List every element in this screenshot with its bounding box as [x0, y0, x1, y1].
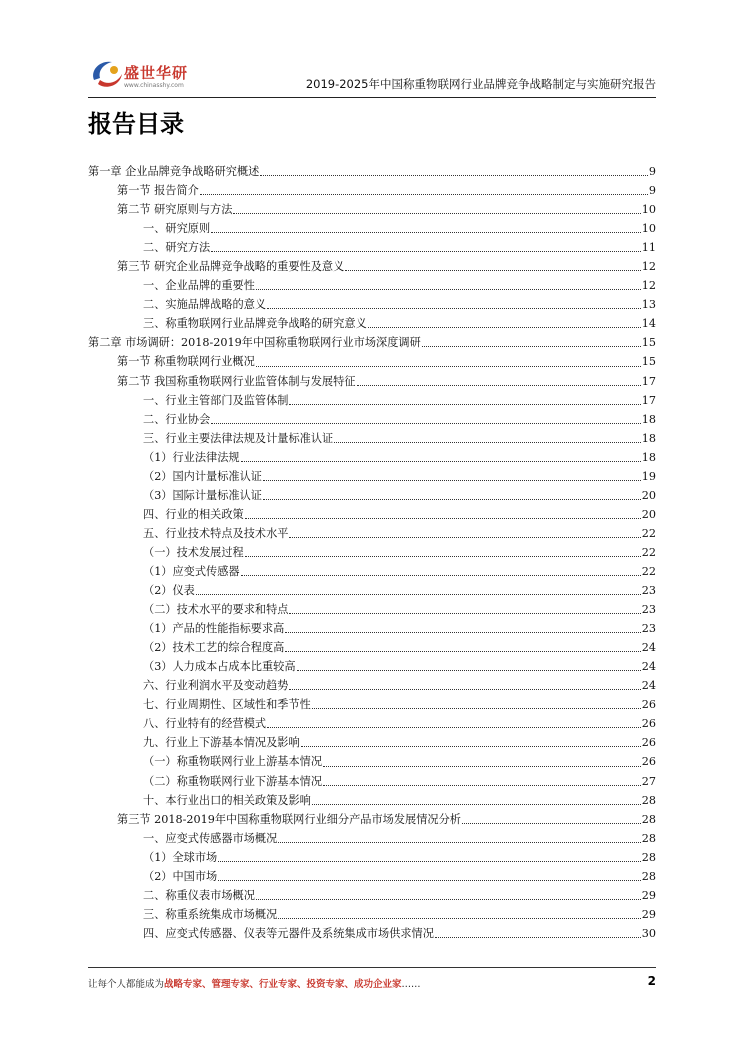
toc-entry[interactable] — [88, 200, 656, 219]
toc-entry[interactable] — [88, 352, 656, 371]
toc-entry-page: 10 — [641, 203, 656, 217]
toc-entry-title: 二、研究方法 — [143, 241, 211, 255]
toc-leader-dots — [278, 841, 640, 843]
footer-slogan — [88, 976, 421, 990]
toc-entry-page: 26 — [641, 736, 656, 750]
toc-entry-page: 26 — [641, 755, 656, 769]
toc-entry[interactable] — [88, 886, 656, 905]
toc-entry-page: 18 — [641, 431, 656, 445]
toc-entry-title: 第三节 2018-2019年中国称重物联网行业细分产品市场发展情况分析 — [117, 812, 461, 826]
toc-leader-dots — [289, 536, 640, 538]
toc-leader-dots — [245, 517, 641, 519]
toc-entry-title: （2）中国市场 — [143, 869, 218, 883]
toc-entry-page: 28 — [641, 869, 656, 883]
toc-entry-title: 第一节 报告简介 — [117, 184, 199, 198]
toc-entry-title: 一、研究原则 — [143, 222, 211, 236]
toc-leader-dots — [196, 593, 641, 595]
toc-entry-title: （2）技术工艺的综合程度高 — [143, 641, 285, 655]
toc-entry[interactable] — [88, 867, 656, 886]
toc-leader-dots — [241, 460, 641, 462]
toc-leader-dots — [435, 936, 641, 938]
toc-entry[interactable] — [88, 733, 656, 752]
footer-suffix: …… — [401, 979, 421, 990]
toc-leader-dots — [263, 498, 641, 500]
toc-entry-page: 24 — [641, 679, 656, 693]
toc-entry-title: 二、行业协会 — [143, 412, 211, 426]
logo-text: 盛世华研 — [124, 64, 189, 82]
toc-entry[interactable] — [88, 695, 656, 714]
toc-leader-dots — [200, 193, 648, 195]
page-title: 报告目录 — [88, 110, 184, 138]
toc-entry-title: （2）仪表 — [143, 584, 195, 598]
toc-leader-dots — [312, 707, 641, 709]
toc-leader-dots — [218, 879, 641, 881]
toc-entry[interactable] — [88, 162, 656, 181]
toc-entry-title: 三、行业主要法律法规及计量标准认证 — [143, 431, 334, 445]
toc-entry-page: 12 — [641, 279, 656, 293]
toc-entry-title: 三、称重系统集成市场概况 — [143, 907, 278, 921]
page-header — [88, 50, 656, 98]
toc-entry-title: （一）技术发展过程 — [143, 545, 244, 559]
toc-entry[interactable] — [88, 391, 656, 410]
toc-entry-title: 十、本行业出口的相关政策及影响 — [143, 793, 311, 807]
toc-entry[interactable] — [88, 467, 656, 486]
footer-roles: 战略专家、管理专家、行业专家、投资专家、成功企业家 — [164, 979, 402, 990]
toc-entry-page: 22 — [641, 564, 656, 578]
toc-entry-page: 24 — [641, 660, 656, 674]
toc-entry[interactable] — [88, 448, 656, 467]
report-title: 2019-2025年中国称重物联网行业品牌竞争战略制定与实施研究报告 — [305, 77, 656, 91]
toc-entry-title: （2）国内计量标准认证 — [143, 469, 262, 483]
toc-leader-dots — [323, 765, 641, 767]
toc-entry-title: 四、应变式传感器、仪表等元器件及系统集成市场供求情况 — [143, 926, 434, 940]
page-number: 2 — [647, 974, 656, 988]
toc-entry-title: （1）行业法律法规 — [143, 450, 240, 464]
toc-entry-title: （3）人力成本占成本比重较高 — [143, 660, 296, 674]
toc-entry-title: 第二节 研究原则与方法 — [117, 203, 233, 217]
toc-entry[interactable] — [88, 619, 656, 638]
toc-entry-title: 三、称重物联网行业品牌竞争战略的研究意义 — [143, 317, 367, 331]
toc-entry-page: 20 — [641, 488, 656, 502]
toc-entry-title: （二）技术水平的要求和特点 — [143, 603, 289, 617]
toc-entry-page: 9 — [648, 184, 656, 198]
toc-leader-dots — [345, 269, 640, 271]
toc-leader-dots — [422, 345, 641, 347]
toc-entry[interactable] — [88, 810, 656, 829]
toc-entry[interactable] — [88, 543, 656, 562]
toc-entry[interactable] — [88, 410, 656, 429]
toc-entry-page: 12 — [641, 260, 656, 274]
toc-leader-dots — [260, 174, 648, 176]
toc-entry-title: 第二章 市场调研：2018-2019年中国称重物联网行业市场深度调研 — [88, 336, 421, 350]
footer-divider — [88, 967, 656, 968]
toc-entry[interactable] — [88, 791, 656, 810]
toc-entry[interactable] — [88, 848, 656, 867]
toc-entry[interactable] — [88, 829, 656, 848]
toc-leader-dots — [245, 555, 641, 557]
toc-leader-dots — [289, 688, 640, 690]
company-logo — [88, 50, 228, 96]
toc-entry-page: 20 — [641, 507, 656, 521]
toc-entry-title: 第二节 我国称重物联网行业监管体制与发展特征 — [117, 374, 356, 388]
toc-entry-page: 29 — [641, 888, 656, 902]
toc-entry-page: 17 — [641, 393, 656, 407]
toc-entry-title: 一、行业主管部门及监管体制 — [143, 393, 289, 407]
toc-entry[interactable] — [88, 276, 656, 295]
toc-entry[interactable] — [88, 238, 656, 257]
toc-leader-dots — [278, 917, 640, 919]
toc-entry-page: 13 — [641, 298, 656, 312]
toc-entry-page: 26 — [641, 717, 656, 731]
toc-entry[interactable] — [88, 562, 656, 581]
toc-entry[interactable] — [88, 600, 656, 619]
toc-leader-dots — [211, 231, 641, 233]
toc-entry-page: 17 — [641, 374, 656, 388]
toc-leader-dots — [285, 650, 640, 652]
toc-entry[interactable] — [88, 181, 656, 200]
toc-leader-dots — [233, 212, 640, 214]
toc-leader-dots — [289, 403, 640, 405]
toc-entry-title: （二）称重物联网行业下游基本情况 — [143, 774, 323, 788]
logo-url: www.chinasshy.com — [124, 82, 184, 89]
toc-entry-title: 二、实施品牌战略的意义 — [143, 298, 267, 312]
toc-leader-dots — [323, 784, 641, 786]
toc-entry-page: 27 — [641, 774, 656, 788]
toc-leader-dots — [267, 307, 641, 309]
toc-entry-page: 10 — [641, 222, 656, 236]
toc-leader-dots — [218, 860, 641, 862]
toc-entry-page: 23 — [641, 584, 656, 598]
toc-leader-dots — [263, 479, 641, 481]
toc-entry[interactable] — [88, 314, 656, 333]
toc-entry-page: 18 — [641, 450, 656, 464]
toc-leader-dots — [368, 326, 641, 328]
toc-entry[interactable] — [88, 714, 656, 733]
toc-entry-title: 一、企业品牌的重要性 — [143, 279, 255, 293]
toc-entry-page: 23 — [641, 603, 656, 617]
toc-entry[interactable] — [88, 505, 656, 524]
toc-entry[interactable] — [88, 524, 656, 543]
toc-leader-dots — [211, 422, 641, 424]
toc-entry[interactable] — [88, 581, 656, 600]
toc-entry-title: 七、行业周期性、区域性和季节性 — [143, 698, 311, 712]
toc-entry-page: 9 — [648, 165, 656, 178]
toc-entry[interactable] — [88, 372, 656, 391]
toc-entry-page: 30 — [641, 926, 656, 940]
toc-leader-dots — [297, 669, 641, 671]
toc-entry-title: 第三节 研究企业品牌竞争战略的重要性及意义 — [117, 260, 345, 274]
toc-entry-title: 六、行业利润水平及变动趋势 — [143, 679, 289, 693]
toc-entry-page: 28 — [641, 793, 656, 807]
toc-entry-title: 二、称重仪表市场概况 — [143, 888, 255, 902]
toc-entry[interactable] — [88, 486, 656, 505]
toc-entry[interactable] — [88, 905, 656, 924]
toc-entry-page: 22 — [641, 526, 656, 540]
toc-leader-dots — [301, 745, 641, 747]
toc-entry[interactable] — [88, 657, 656, 676]
toc-entry[interactable] — [88, 219, 656, 238]
toc-entry[interactable] — [88, 924, 656, 943]
toc-entry[interactable] — [88, 333, 656, 352]
toc-entry-page: 28 — [641, 812, 656, 826]
toc-entry-title: （1）全球市场 — [143, 850, 218, 864]
toc-entry-page: 15 — [641, 336, 656, 350]
toc-entry-title: （1）应变式传感器 — [143, 564, 240, 578]
toc-leader-dots — [211, 250, 641, 252]
toc-entry[interactable] — [88, 257, 656, 276]
toc-entry-title: （1）产品的性能指标要求高 — [143, 622, 285, 636]
toc-leader-dots — [462, 822, 641, 824]
toc-entry-page: 23 — [641, 622, 656, 636]
toc-leader-dots — [256, 365, 641, 367]
toc-entry-title: 第一章 企业品牌竞争战略研究概述 — [88, 165, 260, 178]
toc-entry-title: （一）称重物联网行业上游基本情况 — [143, 755, 323, 769]
toc-entry-page: 26 — [641, 698, 656, 712]
toc-entry-page: 18 — [641, 412, 656, 426]
toc-entry-title: （3）国际计量标准认证 — [143, 488, 262, 502]
toc-entry-page: 15 — [641, 355, 656, 369]
header-divider — [88, 97, 656, 98]
toc-entry-page: 28 — [641, 831, 656, 845]
toc-entry-title: 八、行业特有的经营模式 — [143, 717, 267, 731]
toc-entry-page: 19 — [641, 469, 656, 483]
toc-entry-title: 五、行业技术特点及技术水平 — [143, 526, 289, 540]
logo-swoosh-icon — [88, 50, 128, 94]
toc-leader-dots — [241, 574, 641, 576]
toc-leader-dots — [312, 803, 641, 805]
toc-leader-dots — [285, 631, 640, 633]
toc-entry-page: 24 — [641, 641, 656, 655]
toc-leader-dots — [357, 384, 641, 386]
footer-prefix: 让每个人都能成为 — [88, 979, 165, 990]
toc-entry[interactable] — [88, 772, 656, 791]
toc-entry-title: 九、行业上下游基本情况及影响 — [143, 736, 300, 750]
toc-entry-page: 28 — [641, 850, 656, 864]
toc-entry-title: 一、应变式传感器市场概况 — [143, 831, 278, 845]
toc-entry[interactable] — [88, 638, 656, 657]
toc-entry[interactable] — [88, 295, 656, 314]
toc-leader-dots — [289, 612, 640, 614]
toc-leader-dots — [334, 441, 641, 443]
table-of-contents — [88, 162, 656, 943]
toc-leader-dots — [256, 288, 641, 290]
toc-entry[interactable] — [88, 752, 656, 771]
toc-entry[interactable] — [88, 429, 656, 448]
toc-entry-page: 22 — [641, 545, 656, 559]
toc-entry[interactable] — [88, 676, 656, 695]
toc-entry-title: 第一节 称重物联网行业概况 — [117, 355, 255, 369]
toc-entry-page: 29 — [641, 907, 656, 921]
toc-leader-dots — [267, 726, 641, 728]
toc-entry-page: 11 — [641, 241, 656, 255]
toc-entry-title: 四、行业的相关政策 — [143, 507, 244, 521]
toc-entry-page: 14 — [641, 317, 656, 331]
toc-leader-dots — [256, 898, 641, 900]
